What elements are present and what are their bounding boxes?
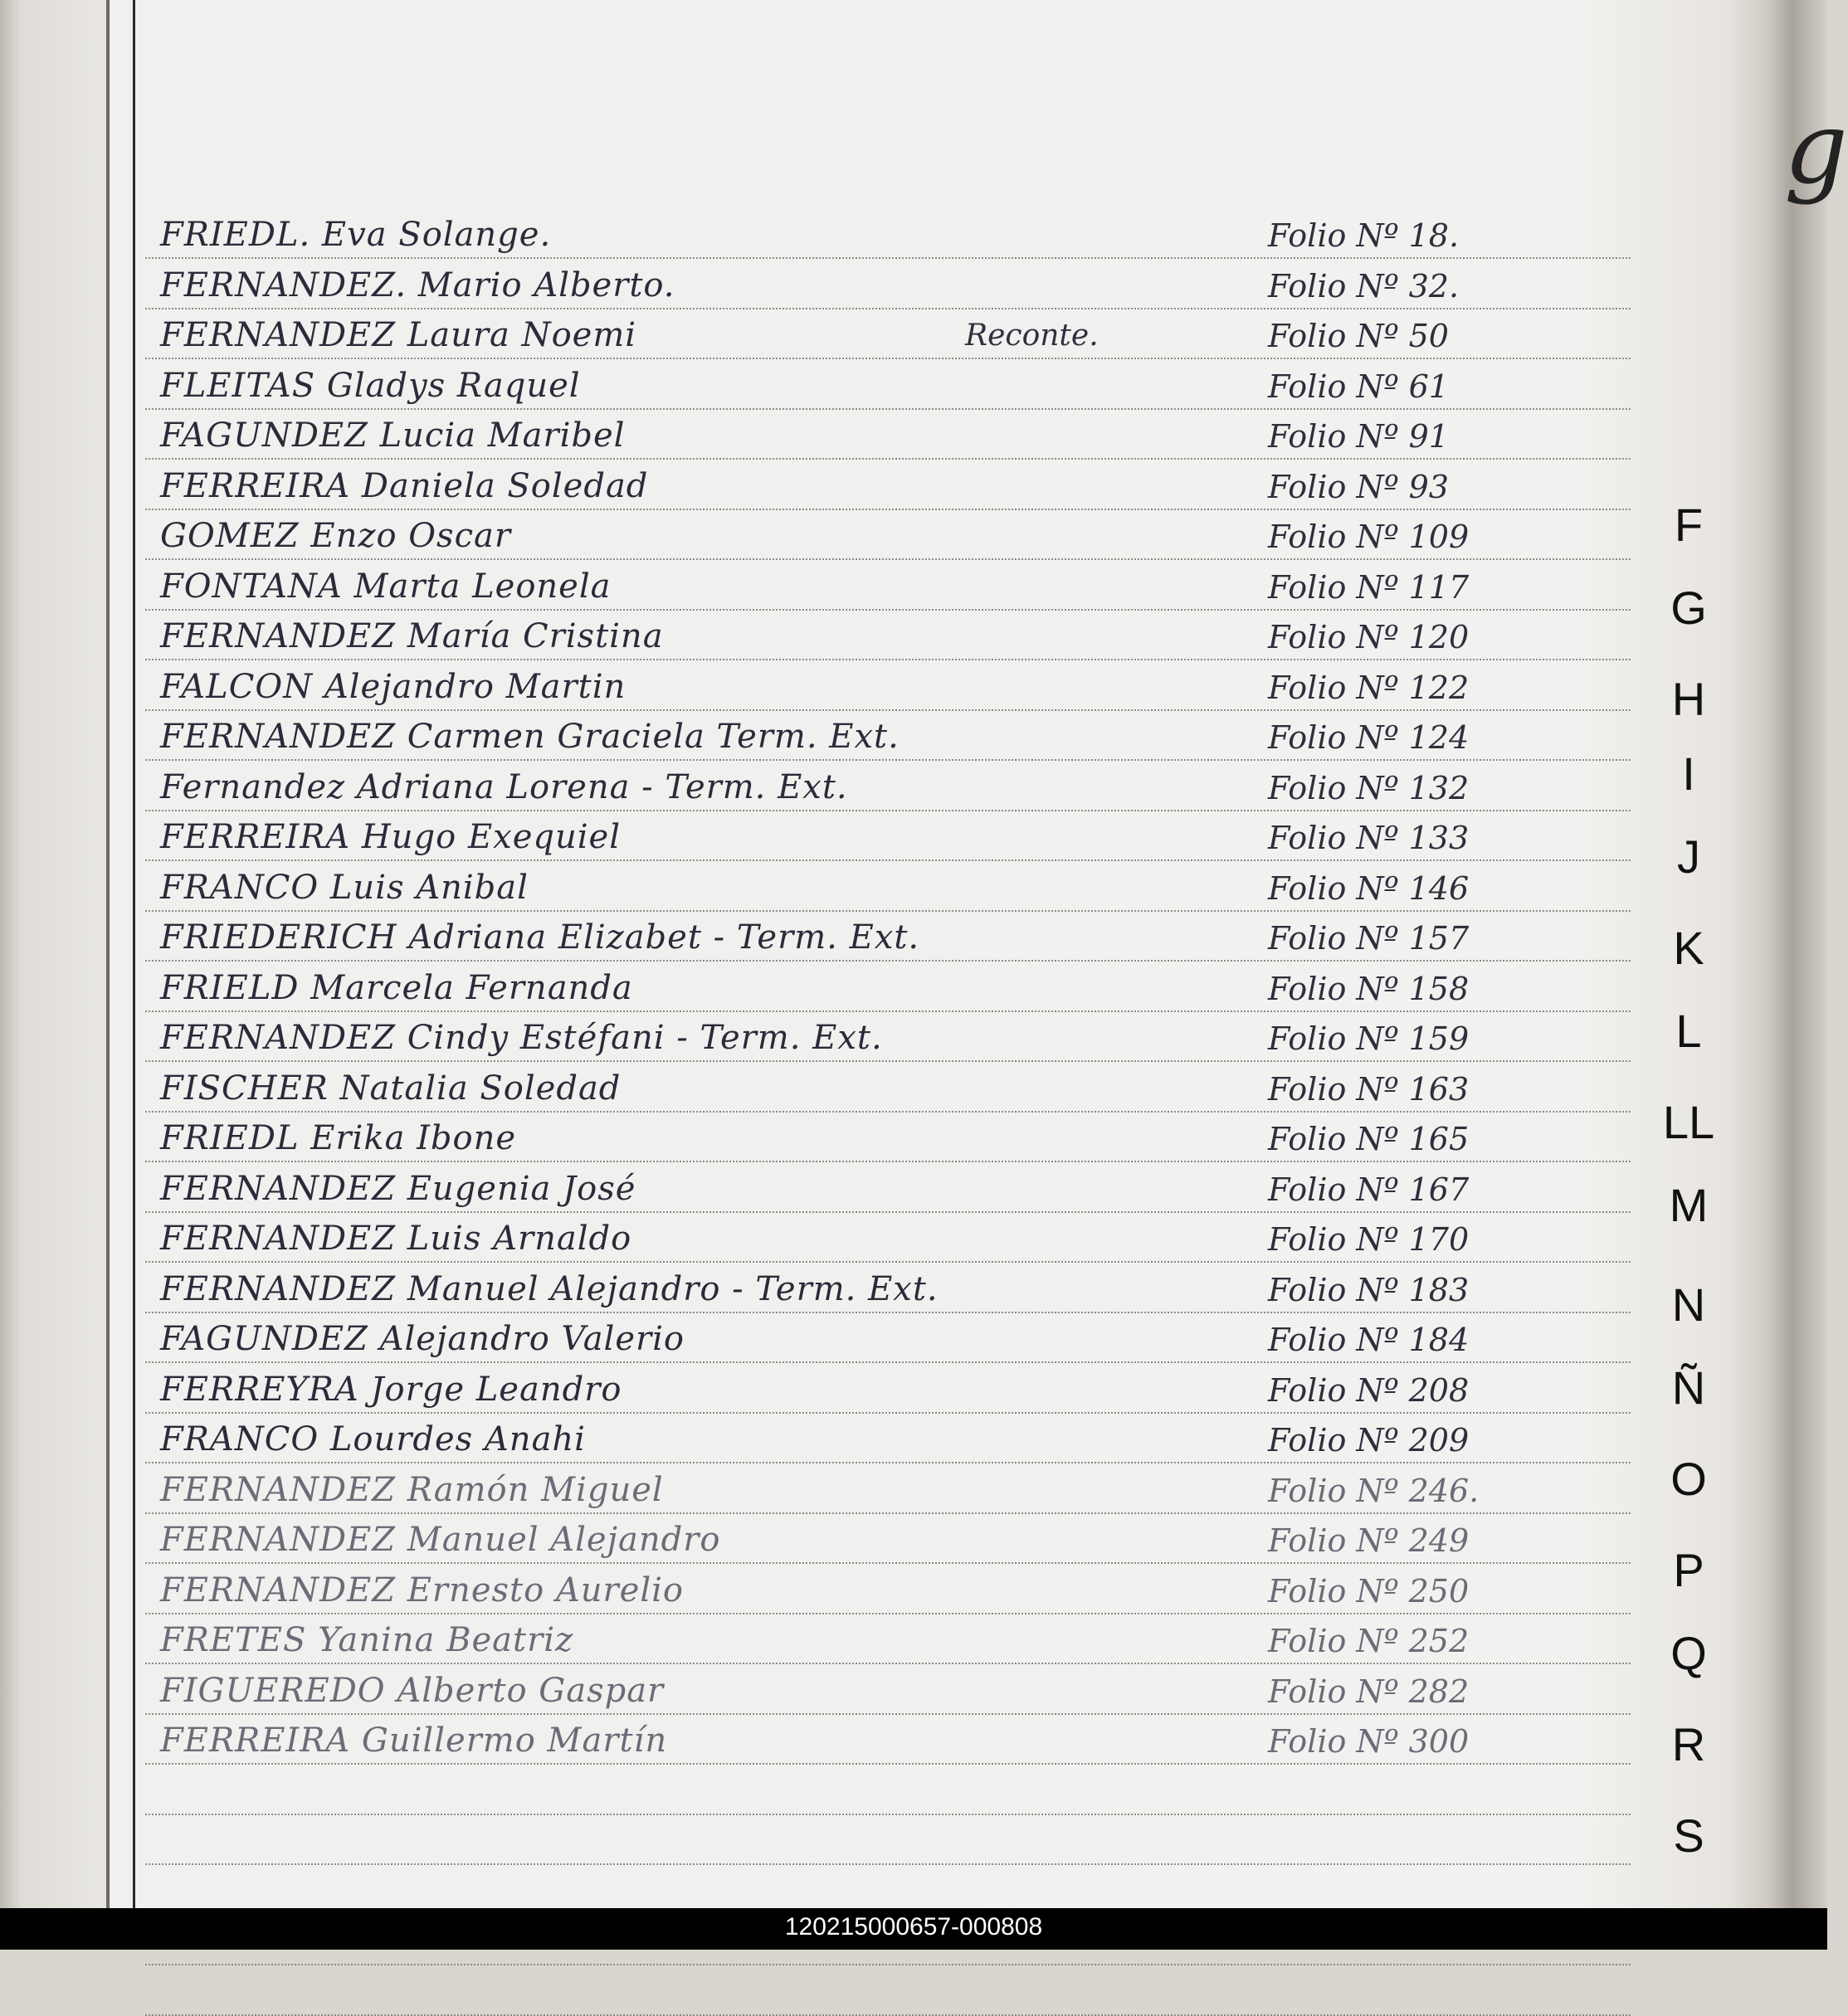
index-tab-i[interactable]: I [1682, 747, 1695, 800]
entry-folio: Folio Nº 252 [1268, 1623, 1470, 1659]
entry-name: FERNANDEZ Manuel Alejandro - Term. Ext. [160, 1269, 939, 1308]
index-tab-q[interactable]: Q [1670, 1627, 1707, 1679]
margin-handwriting-mark: g [1784, 91, 1848, 207]
register-entry [135, 1364, 1637, 1412]
index-tab-ll[interactable]: LL [1662, 1096, 1715, 1148]
register-entry [135, 510, 1637, 558]
entry-name: FRIEDERICH Adriana Elizabet - Term. Ext. [160, 918, 920, 957]
index-tab-g[interactable]: G [1670, 582, 1707, 634]
register-entry [135, 1264, 1637, 1312]
entry-name: FERNANDEZ Eugenia José [160, 1169, 636, 1208]
handwritten-register [133, 0, 1637, 1908]
register-entry [135, 460, 1637, 509]
index-tab-l[interactable]: L [1675, 1005, 1702, 1057]
entry-folio: Folio Nº 61 [1268, 368, 1449, 405]
entry-name: FLEITAS Gladys Raquel [160, 366, 581, 405]
register-entry [135, 1163, 1637, 1211]
entry-folio: Folio Nº 250 [1268, 1572, 1470, 1609]
entry-folio: Folio Nº 183 [1268, 1271, 1470, 1308]
entry-folio: Folio Nº 18. [1268, 217, 1460, 254]
register-entry [135, 661, 1637, 709]
entry-folio: Folio Nº 124 [1268, 719, 1470, 756]
entry-name: FISCHER Natalia Soledad [160, 1069, 622, 1108]
entry-name: FRIEDL Erika Ibone [160, 1119, 517, 1157]
register-entry [135, 1514, 1637, 1562]
entry-folio: Folio Nº 146 [1268, 869, 1470, 907]
document-id: 120215000657-000808 [784, 1913, 1043, 1941]
index-tab-n[interactable]: N [1671, 1278, 1706, 1331]
entry-name: FERNANDEZ Luis Arnaldo [160, 1220, 632, 1258]
register-entry [135, 260, 1637, 308]
entry-folio: Folio Nº 158 [1268, 970, 1470, 1007]
index-tab-s[interactable]: S [1673, 1809, 1704, 1862]
entry-folio: Folio Nº 167 [1268, 1171, 1470, 1208]
entry-name: FERNANDEZ Cindy Estéfani - Term. Ext. [160, 1019, 883, 1057]
register-entry [135, 1565, 1637, 1613]
entry-folio: Folio Nº 93 [1268, 468, 1449, 505]
register-entry [135, 912, 1637, 960]
entry-name: FERNANDEZ. Mario Alberto. [160, 265, 675, 304]
entry-name: FRIEDL. Eva Solange. [160, 216, 552, 254]
page-edge [0, 0, 20, 1908]
register-entry [135, 1464, 1637, 1512]
register-entry [135, 1012, 1637, 1060]
entry-folio: Folio Nº 159 [1268, 1020, 1470, 1057]
entry-name: FERNANDEZ Ernesto Aurelio [160, 1570, 684, 1609]
register-entry [135, 1113, 1637, 1161]
ruled-line [145, 1964, 1631, 1965]
register-entry [135, 1715, 1637, 1763]
entry-folio: Folio Nº 50 [1268, 318, 1449, 354]
entry-name: FERREIRA Daniela Soledad [160, 466, 649, 505]
entry-name: FERNANDEZ Manuel Alejandro [160, 1521, 721, 1559]
index-tab-ñ[interactable]: Ñ [1671, 1361, 1706, 1414]
register-entry [135, 762, 1637, 810]
entry-name: FERREIRA Guillermo Martín [160, 1721, 668, 1760]
entry-folio: Folio Nº 163 [1268, 1070, 1470, 1108]
ruled-line [145, 1763, 1631, 1765]
entry-name: FERNANDEZ Carmen Graciela Term. Ext. [160, 718, 900, 756]
entry-name: FAGUNDEZ Alejandro Valerio [160, 1320, 685, 1358]
entry-folio: Folio Nº 246. [1268, 1472, 1480, 1509]
entry-folio: Folio Nº 157 [1268, 920, 1470, 957]
register-entry [135, 711, 1637, 759]
entry-folio: Folio Nº 208 [1268, 1371, 1470, 1409]
entry-name: FERNANDEZ María Cristina [160, 617, 664, 655]
register-entry [135, 309, 1637, 358]
index-tab-k[interactable]: K [1673, 922, 1704, 974]
entry-name: FRETES Yanina Beatriz [160, 1621, 574, 1659]
entry-folio: Folio Nº 117 [1268, 568, 1470, 606]
register-entry [135, 410, 1637, 458]
entry-name: FALCON Alejandro Martin [160, 667, 627, 706]
entry-name: Fernandez Adriana Lorena - Term. Ext. [160, 767, 848, 806]
entry-name: FERNANDEZ Ramón Miguel [160, 1470, 664, 1509]
index-tab-r[interactable]: R [1671, 1718, 1706, 1770]
entry-folio: Folio Nº 184 [1268, 1322, 1470, 1358]
entry-folio: Folio Nº 300 [1268, 1723, 1470, 1760]
register-entry [135, 611, 1637, 659]
index-tab-f[interactable]: F [1674, 499, 1704, 551]
entry-folio: Folio Nº 120 [1268, 619, 1470, 655]
alphabet-index-tabs [1647, 498, 1738, 1908]
entry-folio: Folio Nº 170 [1268, 1221, 1470, 1258]
entry-folio: Folio Nº 122 [1268, 669, 1470, 706]
index-tab-h[interactable]: H [1671, 673, 1706, 725]
register-entry [135, 360, 1637, 408]
index-tab-p[interactable]: P [1673, 1544, 1704, 1596]
register-entry [135, 1665, 1637, 1713]
entry-name: FERREYRA Jorge Leandro [160, 1370, 622, 1409]
entry-folio: Folio Nº 133 [1268, 820, 1470, 856]
entry-folio: Folio Nº 165 [1268, 1121, 1470, 1157]
ruled-line [145, 1814, 1631, 1815]
register-entry [135, 561, 1637, 609]
entry-folio: Folio Nº 249 [1268, 1522, 1470, 1559]
register-entry [135, 1213, 1637, 1261]
entry-folio: Folio Nº 209 [1268, 1422, 1470, 1458]
register-entry [135, 209, 1637, 257]
index-tab-m[interactable]: M [1669, 1179, 1709, 1231]
ruled-line [145, 1863, 1631, 1865]
register-entry [135, 1313, 1637, 1361]
entry-folio: Folio Nº 91 [1268, 418, 1449, 455]
register-entry [135, 811, 1637, 859]
entry-name: FRANCO Lourdes Anahi [160, 1420, 586, 1458]
ruled-line [145, 2014, 1631, 2016]
register-entry [135, 962, 1637, 1010]
entry-note: Reconte. [965, 319, 1099, 353]
entry-name: FONTANA Marta Leonela [160, 567, 612, 606]
entry-name: FAGUNDEZ Lucia Maribel [160, 416, 626, 455]
entry-folio: Folio Nº 32. [1268, 267, 1460, 304]
entry-name: GOMEZ Enzo Oscar [160, 517, 511, 555]
register-entry [135, 862, 1637, 910]
entry-folio: Folio Nº 132 [1268, 769, 1470, 806]
register-entry [135, 1414, 1637, 1462]
entry-name: FIGUEREDO Alberto Gaspar [160, 1671, 665, 1710]
entry-folio: Folio Nº 109 [1268, 519, 1470, 555]
register-entry [135, 1614, 1637, 1663]
entry-folio: Folio Nº 282 [1268, 1673, 1470, 1710]
index-tab-o[interactable]: O [1670, 1453, 1707, 1505]
entry-name: FRIELD Marcela Fernanda [160, 968, 633, 1007]
footer-bar [0, 1908, 1827, 1950]
register-entry [135, 1063, 1637, 1111]
entry-name: FRANCO Luis Anibal [160, 868, 529, 907]
index-tab-j[interactable]: J [1677, 830, 1700, 883]
entry-name: FERNANDEZ Laura Noemi [160, 316, 637, 354]
entry-name: FERREIRA Hugo Exequiel [160, 818, 622, 856]
